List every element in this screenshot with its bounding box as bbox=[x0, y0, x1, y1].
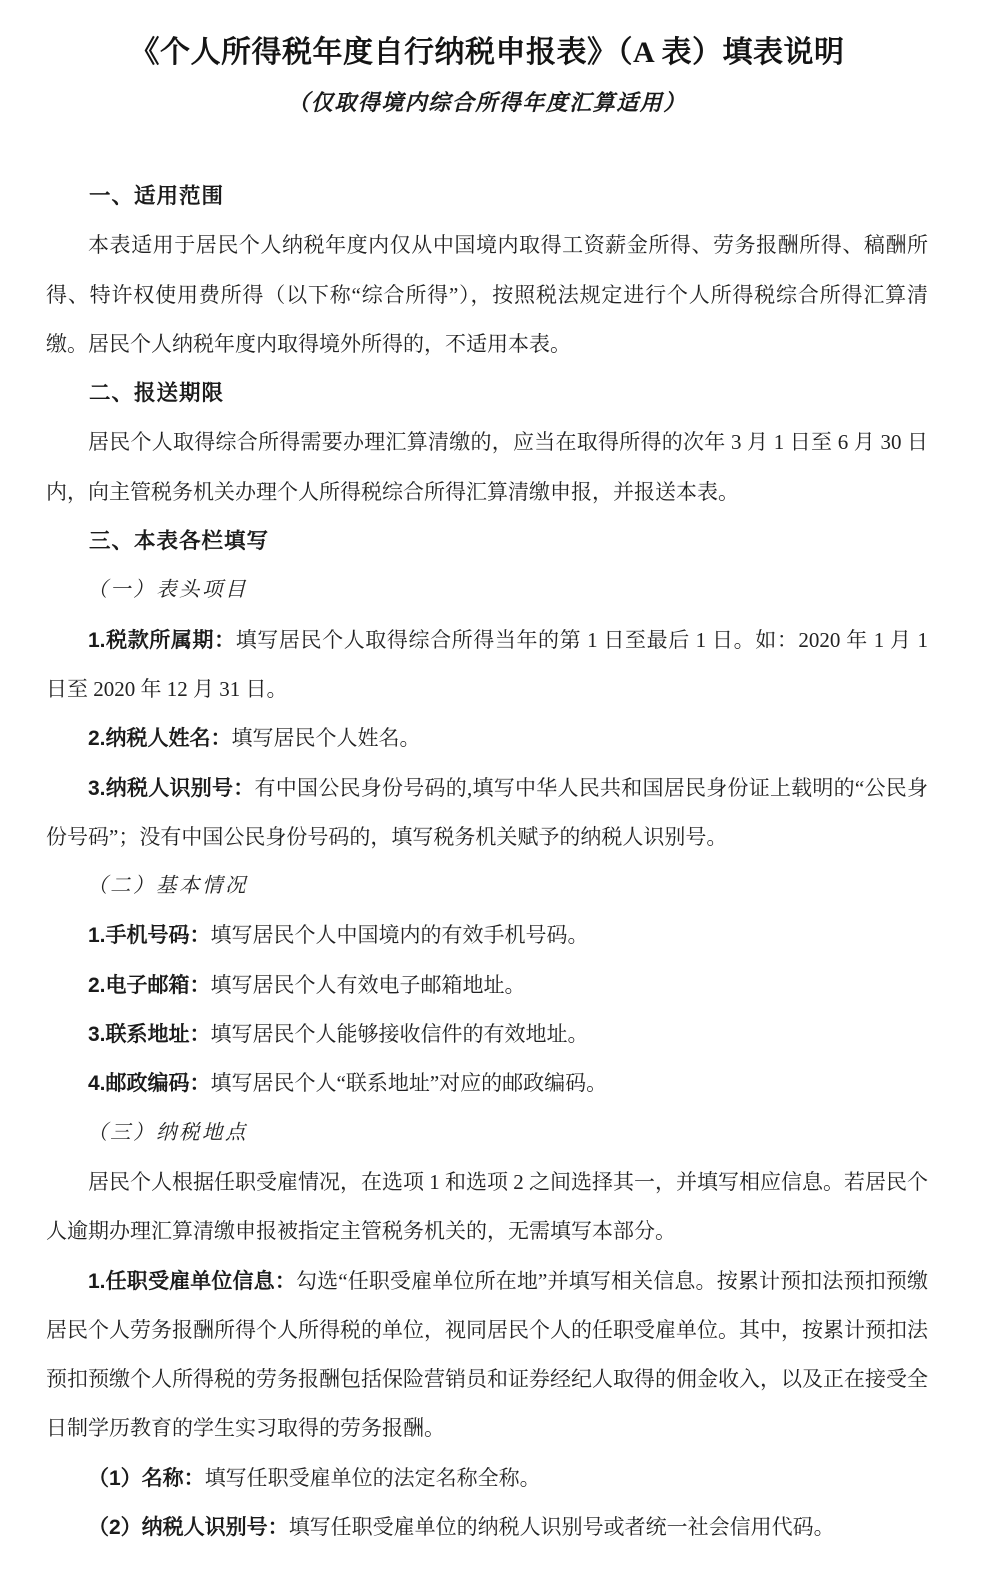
document-body bbox=[46, 172, 928, 1552]
subsection-heading-header-items: （一）表头项目 bbox=[87, 579, 248, 602]
item-employer-info bbox=[46, 1257, 928, 1454]
item-tax-period bbox=[46, 616, 928, 715]
paragraph-text: 填写居民个人有效电子邮箱地址。 bbox=[210, 972, 526, 997]
item-postal-code bbox=[46, 1059, 928, 1108]
item-mobile-number bbox=[46, 911, 928, 960]
paragraph-text: 填写任职受雇单位的法定名称全称。 bbox=[204, 1465, 541, 1490]
item-taxpayer-id bbox=[46, 764, 928, 863]
paragraph-scope: 本表适用于居民个人纳税年度内仅从中国境内取得工资薪金所得、劳务报酬所得、稿酬所得、特许权使用费所得（以下称“综合所得”），按照税法规定进行个人所得税综合所得汇算清缴。居民个人纳税年度内取得境外所得的，不适用本表。 bbox=[46, 233, 928, 356]
paragraph-label: 1.税款所属期： bbox=[88, 628, 236, 652]
doc-subtitle: （仅取得境内综合所得年度汇算适用） bbox=[287, 90, 687, 115]
item-email bbox=[46, 961, 928, 1010]
paragraph-label: 1.手机号码： bbox=[88, 924, 211, 948]
paragraph-text: 填写居民个人姓名。 bbox=[231, 726, 421, 751]
paragraph-label: 2.电子邮箱： bbox=[88, 973, 211, 997]
paragraph-text: 有中国公民身份号码的,填写中华人民共和国居民身份证上载明的“公民身份号码”；没有中国公民身份号码的，填写税务机关赋予的纳税人识别号。 bbox=[46, 775, 928, 849]
paragraph-label: 1.任职受雇单位信息： bbox=[88, 1269, 296, 1293]
paragraph-text: 填写任职受雇单位的纳税人识别号或者统一社会信用代码。 bbox=[288, 1515, 835, 1540]
paragraph-label: 4.邮政编码： bbox=[88, 1072, 211, 1096]
paragraph-text: 勾选“任职受雇单位所在地”并填写相关信息。按累计预扣法预扣预缴居民个人劳务报酬所得个人所得税的单位，视同居民个人的任职受雇单位。其中，按累计预扣法预扣预缴个人所得税的劳务报酬包括保险营销员和证券经纪人取得的佣金收入，以及正在接受全日制学历教育的学生实习取得的劳务报酬。 bbox=[46, 1268, 929, 1441]
paragraph-label: 2.纳税人姓名： bbox=[88, 727, 232, 751]
item-employer-taxpayer-id bbox=[46, 1503, 928, 1552]
section-heading-deadline: 二、报送期限 bbox=[89, 381, 225, 406]
paragraph-deadline: 居民个人取得综合所得需要办理汇算清缴的，应当在取得所得的次年 3 月 1 日至 6 月 30 日内，向主管税务机关办理个人所得税综合所得汇算清缴申报，并报送本表。 bbox=[46, 430, 928, 504]
paragraph-text: 填写居民个人中国境内的有效手机号码。 bbox=[210, 923, 589, 948]
subsection-heading-basic-info: （二）基本情况 bbox=[87, 875, 248, 898]
paragraph-text: 填写居民个人能够接收信件的有效地址。 bbox=[210, 1022, 589, 1047]
doc-title: 《个人所得税年度自行纳税申报表》（A 表）填表说明 bbox=[129, 36, 845, 69]
paragraph-label: （2）纳税人识别号： bbox=[88, 1516, 289, 1540]
section-heading-scope: 一、适用范围 bbox=[89, 184, 225, 208]
item-taxpayer-name bbox=[46, 714, 928, 763]
item-employer-name bbox=[46, 1454, 928, 1503]
paragraph-tax-location: 居民个人根据任职受雇情况，在选项 1 和选项 2 之间选择其一，并填写相应信息。若居民个人逾期办理汇算清缴申报被指定主管税务机关的，无需填写本部分。 bbox=[46, 1169, 928, 1244]
paragraph-label: 3.纳税人识别号： bbox=[88, 776, 255, 800]
paragraph-label: （1）名称： bbox=[88, 1466, 205, 1490]
paragraph-text: 填写居民个人“联系地址”对应的邮政编码。 bbox=[210, 1071, 608, 1096]
subsection-heading-tax-location: （三）纳税地点 bbox=[87, 1121, 248, 1144]
section-heading-columns: 三、本表各栏填写 bbox=[89, 529, 270, 554]
paragraph-text: 填写居民个人取得综合所得当年的第 1 日至最后 1 日。如：2020 年 1 月 1 日至 2020 年 12 月 31 日。 bbox=[46, 627, 929, 701]
item-contact-address bbox=[46, 1010, 928, 1059]
paragraph-label: 3.联系地址： bbox=[88, 1023, 211, 1047]
